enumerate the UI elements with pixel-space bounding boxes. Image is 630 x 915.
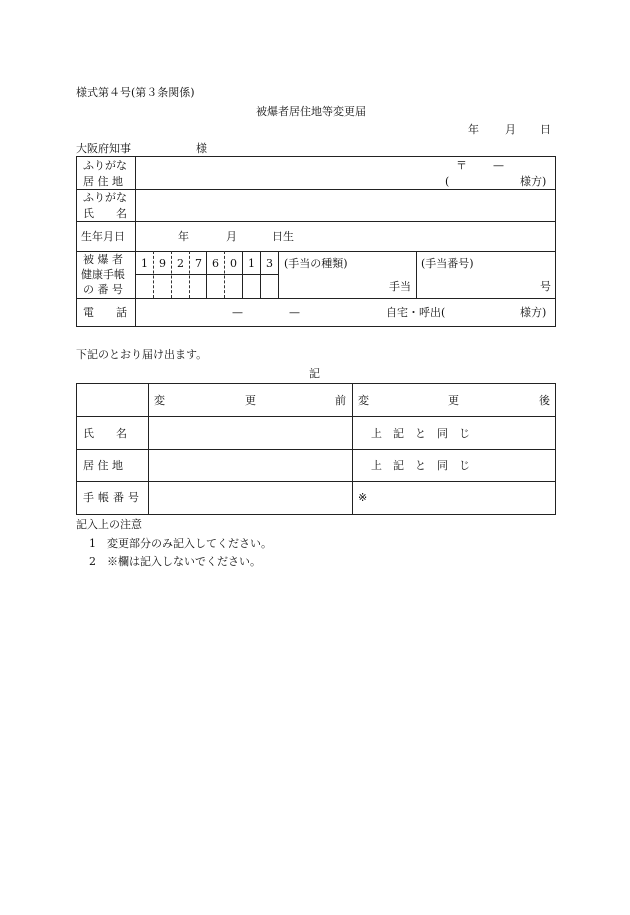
header-before-char: 前 <box>335 394 346 407</box>
statement-text: 下記のとおり届け出ます。 <box>76 348 208 361</box>
allowance-type-label: (手当の種類) <box>284 257 348 270</box>
handbook-label-line2: 健康手帳 <box>81 268 125 281</box>
phone-type: 自宅・呼出( <box>386 306 446 319</box>
ki-label: 記 <box>309 367 320 380</box>
document-title: 被爆者居住地等変更届 <box>256 105 366 118</box>
birth-month-label: 月 <box>226 230 237 243</box>
postal-dash: — <box>493 159 504 172</box>
notes-heading: 記入上の注意 <box>76 518 142 531</box>
change-after-text: 上 記 と 同 じ <box>371 459 470 472</box>
handbook-digit: 6 <box>212 257 219 270</box>
change-after-text: ※ <box>358 491 368 504</box>
header-before-char: 更 <box>245 394 256 407</box>
name-label: 氏 名 <box>83 207 127 220</box>
birth-date-field[interactable] <box>136 222 555 251</box>
phone-label: 電 話 <box>83 306 127 319</box>
residence-field[interactable] <box>136 157 555 189</box>
change-after-text: 上 記 と 同 じ <box>371 427 470 440</box>
residence-label: 居 住 地 <box>83 175 123 188</box>
name-field[interactable] <box>136 190 555 221</box>
handbook-label-line3: の 番 号 <box>83 283 123 296</box>
change-row-label: 氏 名 <box>83 427 127 440</box>
note-number: 2 <box>89 555 96 568</box>
allowance-number-field[interactable] <box>417 252 555 298</box>
header-after-char: 変 <box>358 394 369 407</box>
allowance-number-suffix: 号 <box>540 280 551 293</box>
handbook-digit: 1 <box>248 257 255 270</box>
date-month-label: 月 <box>505 123 516 136</box>
furigana-label: ふりがな <box>83 159 127 172</box>
allowance-type-field[interactable] <box>279 252 416 298</box>
phone-dash-2: — <box>289 306 300 319</box>
phone-sama-close: 様方) <box>520 306 547 319</box>
handbook-digit: 7 <box>195 257 202 270</box>
handbook-digit: 2 <box>177 257 184 270</box>
note-text: 変更部分のみ記入してください。 <box>107 537 272 550</box>
handbook-digit: 9 <box>159 257 166 270</box>
change-before-field[interactable] <box>149 482 352 514</box>
note-number: 1 <box>89 537 96 550</box>
furigana-label-2: ふりがな <box>83 191 127 204</box>
note-text: ※欄は記入しないでください。 <box>107 555 261 568</box>
birth-date-label: 生年月日 <box>81 230 125 243</box>
birth-year-label: 年 <box>178 230 189 243</box>
addressee-name: 大阪府知事 <box>76 142 131 155</box>
residence-sama-open: ( <box>445 175 450 188</box>
birth-day-label: 日生 <box>272 230 294 243</box>
phone-dash-1: — <box>232 306 243 319</box>
change-before-field[interactable] <box>149 417 352 449</box>
header-after-char: 後 <box>539 394 550 407</box>
handbook-digit: 1 <box>141 257 148 270</box>
addressee-honorific: 様 <box>196 142 207 155</box>
handbook-label-line1: 被 爆 者 <box>83 253 123 266</box>
header-after-char: 更 <box>448 394 459 407</box>
handbook-digit: 3 <box>266 257 273 270</box>
postal-mark: 〒 <box>456 159 467 172</box>
date-day-label: 日 <box>540 123 551 136</box>
phone-field[interactable] <box>136 299 555 326</box>
handbook-digit: 0 <box>230 257 237 270</box>
form-number: 様式第４号(第３条関係) <box>76 86 195 99</box>
header-before-char: 変 <box>154 394 165 407</box>
residence-sama-close: 様方) <box>520 175 547 188</box>
allowance-number-label: (手当番号) <box>421 257 474 270</box>
change-row-label: 手帳番号 <box>83 491 143 504</box>
allowance-suffix: 手当 <box>389 280 411 293</box>
date-year-label: 年 <box>468 123 479 136</box>
change-before-field[interactable] <box>149 450 352 481</box>
change-row-label: 居 住 地 <box>83 459 123 472</box>
